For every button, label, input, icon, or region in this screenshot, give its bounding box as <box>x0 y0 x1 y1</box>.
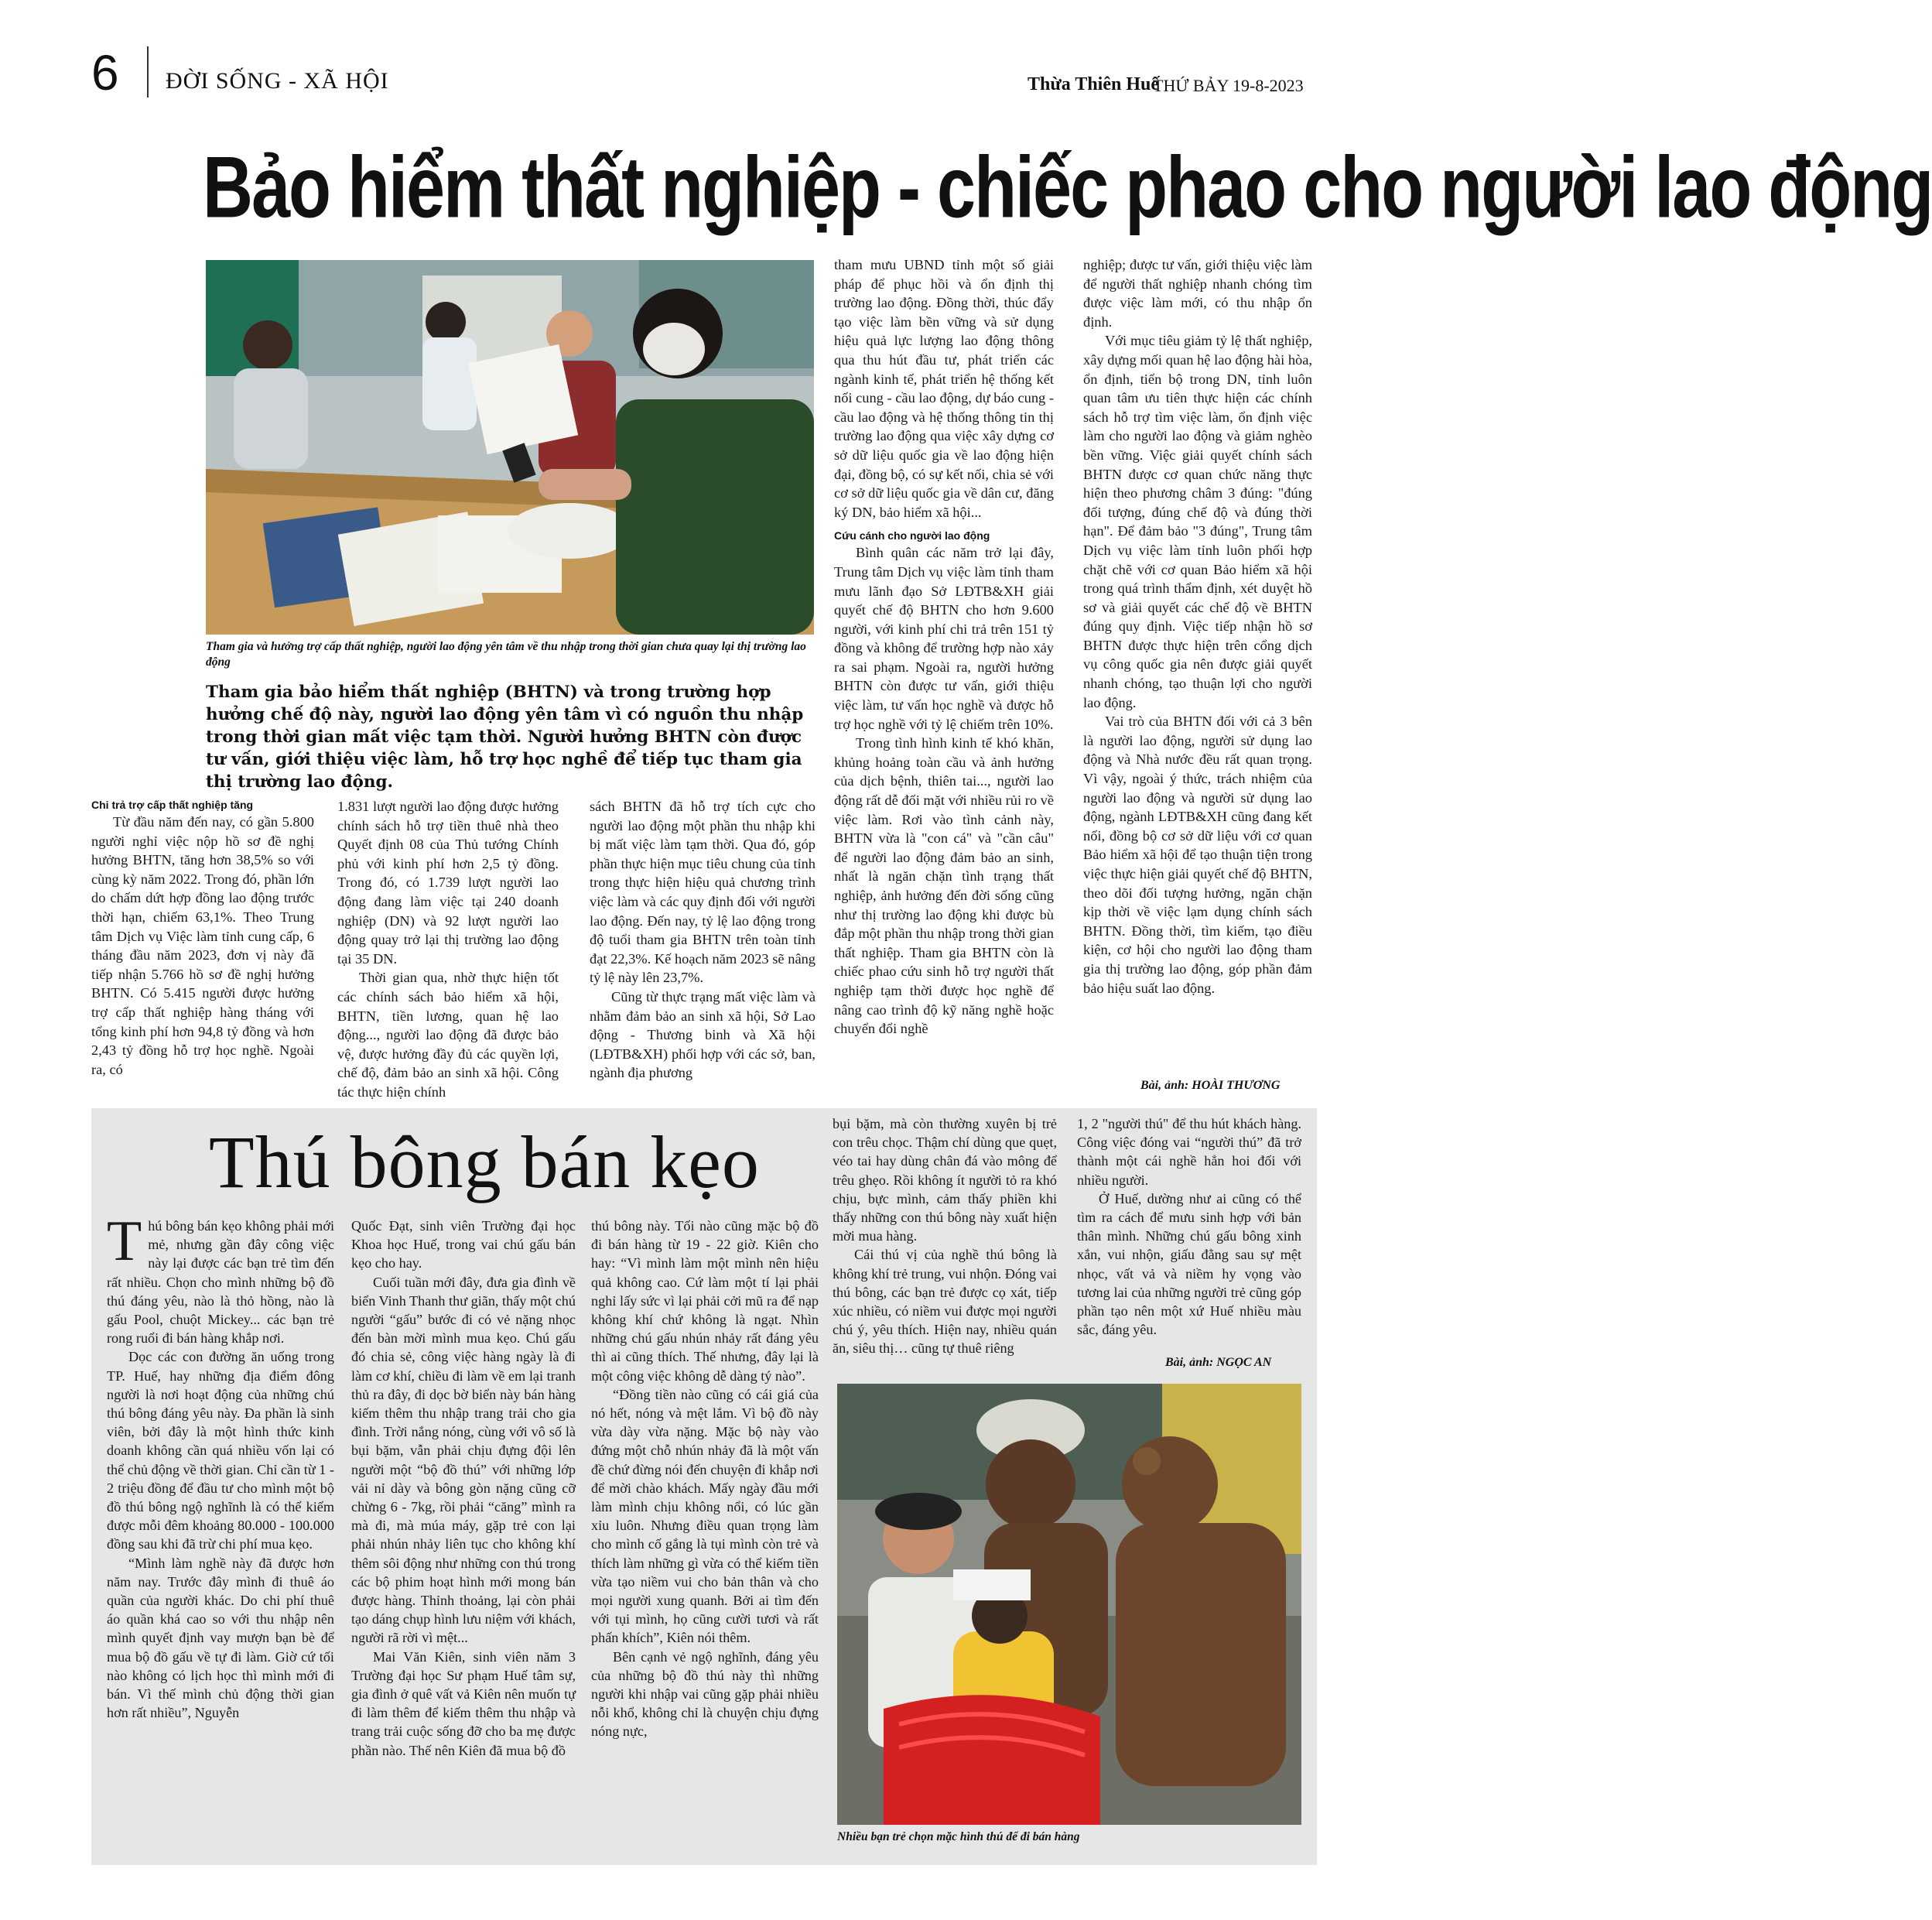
article1-byline <box>1140 1079 1280 1093</box>
article2-byline <box>1165 1356 1271 1370</box>
article1-headline: Bảo hiểm thất nghiệp - chiếc phao cho người lao động <box>203 139 1932 237</box>
article1-column-5 <box>1083 255 1312 998</box>
article2-paragraph: Quốc Đạt, sinh viên Trường đại học Khoa học Huế, trong vai chú gấu bán kẹo cho hay. <box>351 1218 576 1271</box>
drop-cap: T <box>107 1210 142 1273</box>
article2-paragraph: Dọc các con đường ăn uống trong TP. Huế, hay những địa điểm đông người là nơi hoạt động của những chú thú bông đáng yêu này. Đa phần là sinh viên, bởi đây là một hình thức kinh doanh không cần quá nhiều vốn lại có thể chủ động về thời gian. Chỉ cần từ 1 - 2 triệu đồng để đầu tư cho mình một bộ đồ thú bông ngộ nghĩnh là có thể kiếm được mỗi đêm khoảng 80.000 - 100.000 đồng sau khi đã trừ chi phí mua kẹo. <box>107 1349 334 1552</box>
article1-paragraph: Thời gian qua, nhờ thực hiện tốt các chính sách bảo hiểm xã hội, BHTN, tiền lương, quan hệ lao động..., người lao động đã được bảo vệ, được hưởng đầy đủ các quyền lợi, chế độ, đảm bảo an sinh xã hội. Công tác thực hiện chính <box>337 970 559 1100</box>
article2-paragraph: 1, 2 "người thú" để thu hút khách hàng. Công việc đóng vai “người thú” đã trở thành một cái nghề hẳn hoi đối với nhiều người. <box>1077 1116 1301 1188</box>
article1-paragraph: Trong tình hình kinh tế khó khăn, khủng hoảng toàn cầu và ảnh hưởng của dịch bệnh, thiên tai..., người lao động rất dễ đối mặt với nhiều rủi ro về việc làm. Rơi vào tình cảnh này, BHTN vừa là "con cá" và "cần câu" để người lao động đảm bảo an sinh, nhất là ngăn chặn tình trạng thất nghiệp, ảnh hưởng đến đời sống cũng như thị trường lao động khi được bù đắp một phần thu nhập trong thời gian thất nghiệp. Tham gia BHTN còn là chiếc phao cứu sinh hỗ trợ người thất nghiệp tạm thời được học nghề để nâng cao trình độ kỹ năng nghề hoặc chuyển đổi nghề <box>834 735 1054 1037</box>
article2-column-1 <box>107 1210 334 1722</box>
header-divider <box>147 46 149 98</box>
article2-paragraph: thú bông này. Tối nào cũng mặc bộ đồ đi bán hàng từ 19 - 22 giờ. Kiên cho hay: “Vì mình làm một mình nên hiệu quả không cao. Cứ làm một tí lại phải nghỉ lấy sức vì lại phải cởi mũ ra để nạp không khí chứ không là ngạt. Nhìn những chú gấu nhún nhảy rất đáng yêu thì ai cũng thích. Thế nhưng, đây lại là một công việc không dễ dàng tý nào”. <box>591 1218 819 1384</box>
article1-paragraph: nghiệp; được tư vấn, giới thiệu việc làm để người thất nghiệp nhanh chóng tìm được việc làm mới, có thu nhập ổn định. <box>1083 257 1312 330</box>
article1-paragraph: Bình quân các năm trở lại đây, Trung tâm Dịch vụ việc làm tỉnh tham mưu lãnh đạo Sở LĐTB&XH giải quyết chế độ BHTN cho hơn 9.600 người, với kinh phí chi trả trên 151 tỷ đồng và không để trường hợp nào xảy ra sai phạm. Ngoài ra, người hưởng BHTN còn được tư vấn, giới thiệu việc làm, tư vấn học nghề và được hỗ trợ học nghề với tỷ lệ chiếm trên 10%. <box>834 545 1054 732</box>
article1-paragraph: sách BHTN đã hỗ trợ tích cực cho người lao động một phần thu nhập khi bị mất việc làm tạm thời. Qua đó, góp phần thực hiện mục tiêu chung của tỉnh trong thực hiện hiệu quả chương trình việc làm và các quy định đối với người lao động. Đến nay, tỷ lệ lao động trong độ tuổi tham gia BHTN trên toàn tỉnh đạt 22,3%. Kế hoạch năm 2023 sẽ nâng tỷ lệ này lên 23,7%. <box>590 799 816 986</box>
article2-column-5 <box>1077 1114 1301 1339</box>
byline-prefix: Bài, ảnh: <box>1165 1356 1214 1369</box>
article2-paragraph: bụi bặm, mà còn thường xuyên bị trẻ con trêu chọc. Thậm chí dùng que quẹt, véo tai hay dùng chân đá vào mông để trêu ghẹo. Rồi không ít người tỏ ra khó chịu, bực mình, cảm thấy phiền khi thấy những con thú bông này xuất hiện mời mua hàng. <box>833 1116 1057 1244</box>
article1-paragraph: Từ đầu năm đến nay, có gần 5.800 người nghỉ việc nộp hồ sơ đề nghị hưởng BHTN, tăng hơn 38,5% so với cùng kỳ năm 2022. Trong đó, phần lớn do chấm dứt hợp đồng lao động trước thời hạn, chiếm 63,1%. Theo Trung tâm Dịch vụ Việc làm tỉnh cung cấp, 6 tháng đầu năm 2023, đơn vị này đã tiếp nhận 5.766 hồ sơ đề nghị hưởng BHTN. Có 5.415 người được hưởng trợ cấp thất nghiệp hàng tháng với tổng kinh phí hơn 94,8 tỷ đồng và hơn 2,43 tỷ đồng hỗ trợ học nghề. Ngoài ra, có <box>91 814 314 1077</box>
article2-headline: Thú bông bán kẹo <box>209 1121 760 1203</box>
article1-lead: Tham gia bảo hiểm thất nghiệp (BHTN) và trong trường hợp hưởng chế độ này, người lao động yên tâm vì có nguồn thu nhập trong thời gian mất việc tạm thời. Người hưởng BHTN còn được tư vấn, giới thiệu việc làm, hỗ trợ học nghề để tiếp tục tham gia thị trường lao động. <box>206 683 804 792</box>
article2-photo <box>837 1384 1301 1825</box>
article2-text: hú bông bán kẹo không phải mới mẻ, nhưng gần đây công việc này lại được các bạn trẻ tìm đến rất nhiều. Chọn cho mình những bộ đồ thú đáng yêu, nào là thỏ hồng, nào là gấu Pool, chuột Mickey... các bạn trẻ rong ruổi đi bán hàng khắp nơi. <box>107 1218 334 1347</box>
article2-paragraph: Bên cạnh vẻ ngộ nghĩnh, đáng yêu của những bộ đồ thú này thì những người khi nhập vai cũng gặp phải nhiều nỗi khổ, không chỉ là chuyện chịu đựng nóng nực, <box>591 1648 819 1740</box>
article2-paragraph: “Đồng tiền nào cũng có cái giá của nó hết, nóng và mệt lắm. Vì bộ đồ này vừa dày vừa nặng. Mặc bộ này vào đứng một chỗ nhún nhảy đã là một vấn đề chứ đừng nói đến chuyện đi khắp nơi để mời chào khách. Mấy ngày đầu mới làm mình chịu không nổi, có lúc gần xỉu luôn. Nhưng điều quan trọng làm cho mình cố gắng là tụi mình còn trẻ và thích làm những gì vừa có thể kiếm tiền vừa tạo niềm vui cho bản thân và cho mọi người xung quanh. Bởi ai tìm đến với tụi mình, họ cũng cười tươi và rất phấn khích”, Kiên nói thêm. <box>591 1386 819 1646</box>
byline-author: NGỌC AN <box>1216 1356 1272 1369</box>
article2-paragraph: Mai Văn Kiên, sinh viên năm 3 Trường đại học Sư phạm Huế tâm sự, gia đình ở quê vất vả Kiên nên muốn tự đi làm thêm để kiếm thêm thu nhập và trang trải cuộc sống đỡ cho ba mẹ được phần nào. Thế nên Kiên đã mua bộ đồ <box>351 1648 576 1758</box>
article2-paragraph <box>107 1210 334 1347</box>
byline-author: HOÀI THƯƠNG <box>1192 1079 1281 1092</box>
article2-paragraph: Cuối tuần mới đây, đưa gia đình về biển Vinh Thanh thư giãn, thấy một chú người “gấu” bước đi có vẻ nặng nhọc đến bàn mời mình mua kẹo. Chú gấu đó chia sẻ, công việc hàng ngày là đi làm cơ khí, chiều đi làm về em lại tranh thủ ra đây, đi dọc bờ biển này bán hàng kiếm thêm thu nhập trang trải cho gia đình. Trời nắng nóng, cùng với vô số là bụi bặm, vẫn phải chịu đựng đội lên người một “bộ đồ thú” với những lớp vải nỉ dày và bông gòn nặng cũng cỡ chừng 6 - 7kg, rồi phải “căng” mình ra mà đi, mà múa máy, gặp trẻ con lại phải nhún nhảy liên tục cho không khí thêm sôi động như những con thú trong các bộ phim hoạt hình mới mong bán được hàng. Thỉnh thoảng, lại còn phải tạo dáng chụp hình lưu niệm với khách, người rã rời vì mệt... <box>351 1274 576 1646</box>
article2-column-3 <box>591 1217 819 1741</box>
issue-date: THỨ BẢY 19-8-2023 <box>1153 76 1304 95</box>
newspaper-name: Thừa Thiên Huế <box>1028 74 1160 94</box>
byline-prefix: Bài, ảnh: <box>1140 1079 1189 1092</box>
article2-column-4 <box>833 1114 1057 1358</box>
article1-paragraph: Cũng từ thực trạng mất việc làm và nhằm đảm bảo an sinh xã hội, Sở Lao động - Thương binh và Xã hội (LĐTB&XH) phối hợp với các sở, ban, ngành địa phương <box>590 988 816 1081</box>
article1-column-2 <box>337 797 559 1102</box>
article1-column-1 <box>91 797 314 1079</box>
article1-paragraph: Vai trò của BHTN đối với cả 3 bên là người lao động, người sử dụng lao động và Nhà nước đều rất quan trọng. Vì vậy, ngoài ý thức, trách nhiệm của người lao động và người sử dụng lao động, ngành LĐTB&XH cũng đang kết nối, đồng bộ cơ sở dữ liệu với cơ quan Bảo hiểm xã hội để tạo thuận tiện trong việc thực hiện giải quyết chế độ BHTN, theo dõi đối tượng hưởng, ngăn chặn kịp thời về việc lạm dụng chính sách BHTN. Đồng thời, tìm kiếm, tạo điều kiện, cơ hội cho người lao động tham gia thị trường lao động, góp phần đảm bảo hiệu suất lao động. <box>1083 714 1312 996</box>
article1-paragraph: 1.831 lượt người lao động được hưởng chính sách hỗ trợ tiền thuê nhà theo Quyết định 08 của Thủ tướng Chính phủ với kinh phí hơn 2,5 tỷ đồng. Trong đó, có 1.739 lượt người lao động đang làm việc tại 240 doanh nghiệp (DN) và 92 lượt người lao động quay trở lại thị trường lao động tại 35 DN. <box>337 799 559 967</box>
article1-subhead-2: Cứu cánh cho người lao động <box>834 529 990 542</box>
article2-photo-caption: Nhiều bạn trẻ chọn mặc hình thú để đi bán hàng <box>837 1830 1080 1843</box>
page-number: 6 <box>91 45 119 101</box>
article1-paragraph: Với mục tiêu giảm tỷ lệ thất nghiệp, xây dựng mối quan hệ lao động hài hòa, ổn định, tiến bộ trong DN, tỉnh luôn quan tâm ưu tiên thực hiện các chính sách hỗ trợ tìm việc làm, ổn định việc làm cho người lao động và giảm nghèo bền vững. Việc giải quyết chính sách BHTN được cơ quan chức năng thực hiện theo phương châm 3 đúng: "đúng đối tượng, đúng chế độ và đúng thời hạn". Để đảm bảo "3 đúng", Trung tâm Dịch vụ việc làm tỉnh luôn phối hợp chặt chẽ với cơ quan Bảo hiểm xã hội trong quá trình thẩm định, xét duyệt hồ sơ và giải quyết các chế độ về BHTN đúng quy định. Việc tiếp nhận hồ sơ BHTN được thực hiện trên cổng dịch vụ công quốc gia nên được giải quyết nhanh chóng, tạo thuận lợi cho người lao động. <box>1083 333 1312 710</box>
article1-photo <box>206 260 814 635</box>
section-title: ĐỜI SỐNG - XÃ HỘI <box>166 68 389 94</box>
article2-paragraph: “Mình làm nghề này đã được hơn năm nay. Trước đây mình đi thuê áo quần của người khác. Do chi phí thuê áo quần khá cao so với thu nhập nên mình quyết định vay mượn bạn bè để mua bộ đồ gấu về tự đi làm. Giờ cứ tối nào không có lịch học thì mình mới đi bán. Vì thế mình chủ động thời gian hơn rất nhiều”, Nguyễn <box>107 1555 334 1721</box>
article1-column-3 <box>590 797 816 1083</box>
article1-photo-caption: Tham gia và hưởng trợ cấp thất nghiệp, người lao động yên tâm về thu nhập trong thời gian chưa quay lại thị trường lao động <box>206 640 806 669</box>
article2-paragraph: Ở Huế, dường như ai cũng có thể tìm ra cách để mưu sinh hợp với bản thân mình. Những chú gấu bông xinh xắn, vui nhộn, giấu đằng sau sự mệt nhọc, vất vả và niềm hy vọng vào tương lai của những người trẻ cũng góp phần tạo nên một xứ Huế nhiều màu sắc, đáng yêu. <box>1077 1190 1301 1338</box>
office-scene-image <box>206 260 814 635</box>
mascot-scene-image <box>837 1384 1301 1825</box>
article1-paragraph: tham mưu UBND tỉnh một số giải pháp để phục hồi và ổn định thị trường lao động. Đồng thời, thúc đẩy tạo việc làm bền vững và sử dụng hiệu quả lực lượng lao động thông qua thu hút đầu tư, phát triển các ngành kinh tế, phát triển hệ thống kết nối cung - cầu lao động, dự báo cung - cầu lao động và hệ thống thông tin thị trường lao động qua việc xây dựng cơ sở dữ liệu quốc gia về lao động hiện đại, đồng bộ, có sự kết nối, chia sẻ với cơ sở dữ liệu quốc gia về dân cư, đăng ký DN, bảo hiểm xã hội... <box>834 257 1054 520</box>
article2-paragraph: Cái thú vị của nghề thú bông là không khí trẻ trung, vui nhộn. Đóng vai thú bông, các bạn trẻ được cọ xát, tiếp xúc nhiều, có niềm vui được mọi người chú ý, yêu thích. Hiện nay, nhiều quán ăn, siêu thị… cũng tự thuê riêng <box>833 1247 1057 1357</box>
article1-column-4 <box>834 255 1054 1039</box>
article1-subhead-1: Chi trả trợ cấp thất nghiệp tăng <box>91 799 254 811</box>
article2-column-2 <box>351 1217 576 1760</box>
